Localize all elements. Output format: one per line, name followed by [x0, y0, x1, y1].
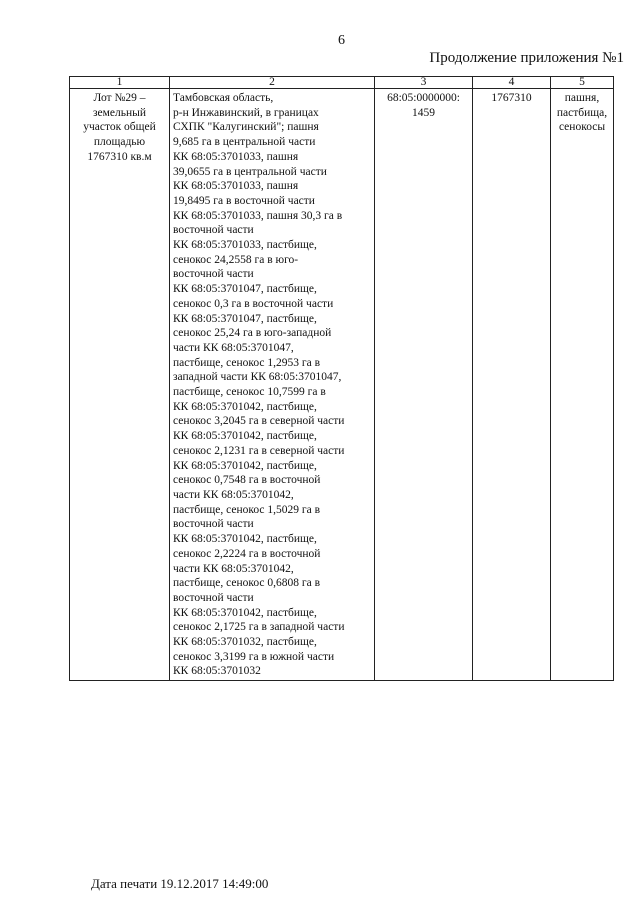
lot-description-line: земельный: [92, 106, 147, 119]
location-line: КК 68:05:3701033, пастбище,: [173, 239, 317, 252]
location-line: восточной части: [173, 224, 254, 237]
column-header-3: 3: [375, 77, 473, 89]
lot-description-line: участок общей: [83, 121, 156, 134]
land-type-line: сенокосы: [558, 121, 606, 134]
location-line: сенокос 2,1231 га в северной части: [173, 444, 345, 457]
location-line: КК 68:05:3701042, пастбище,: [173, 606, 317, 619]
column-header-4: 4: [473, 77, 551, 89]
location-line: КК 68:05:3701047, пастбище,: [173, 312, 317, 325]
area-cell: 1767310: [473, 89, 551, 681]
location-line: восточной части: [173, 591, 254, 604]
land-type-line: пастбища,: [556, 106, 608, 119]
page-number: 6: [338, 33, 345, 48]
location-line: Тамбовская область,: [173, 92, 274, 104]
column-header-5: 5: [551, 77, 614, 89]
location-line: 9,685 га в центральной части: [173, 136, 316, 149]
location-line: части КК 68:05:3701042,: [173, 488, 294, 501]
lot-description-line: 1767310 кв.м: [87, 150, 152, 163]
location-line: КК 68:05:3701032, пастбище,: [173, 636, 317, 649]
location-line: КК 68:05:3701042, пастбище,: [173, 430, 317, 443]
location-line: пастбище, сенокос 0,6808 га в: [173, 577, 321, 590]
location-line: 19,8495 га в восточной части: [173, 194, 315, 207]
table-row: [70, 89, 614, 681]
location-line: КК 68:05:3701042, пастбище,: [173, 533, 317, 546]
location-line: сенокос 25,24 га в юго-западной: [173, 327, 332, 340]
location-line: сенокос 24,2558 га в юго-: [173, 253, 299, 266]
land-type-line: пашня,: [564, 92, 600, 104]
location-line: восточной части: [173, 268, 254, 281]
land-type-cell: [551, 89, 614, 681]
cadastral-number-cell: [375, 89, 473, 681]
location-line: СХПК "Калугинский"; пашня: [173, 121, 319, 134]
location-line: сенокос 0,3 га в восточной части: [173, 297, 334, 310]
location-line: 39,0655 га в центральной части: [173, 165, 327, 178]
location-line: пастбище, сенокос 10,7599 га в: [173, 386, 326, 399]
land-lot-table: [69, 76, 614, 681]
column-number-row: [70, 77, 614, 89]
location-line: сенокос 0,7548 га в восточной: [173, 474, 321, 487]
location-line: КК 68:05:3701032: [173, 665, 261, 678]
appendix-heading: Продолжение приложения №1: [429, 50, 624, 66]
location-line: части КК 68:05:3701047,: [173, 341, 294, 354]
cadastral-number-line: 1459: [412, 106, 435, 119]
location-line: сенокос 2,1725 га в западной части: [173, 621, 345, 634]
location-line: КК 68:05:3701033, пашня 30,3 га в: [173, 209, 343, 222]
lot-description-line: площадью: [93, 136, 146, 149]
location-line: сенокос 3,2045 га в северной части: [173, 415, 345, 428]
location-line: КК 68:05:3701033, пашня: [173, 180, 299, 193]
location-line: р-н Инжавинский, в границах: [173, 106, 319, 119]
location-line: КК 68:05:3701047, пастбище,: [173, 283, 317, 296]
column-header-2: 2: [170, 77, 375, 89]
cadastral-number-line: 68:05:0000000:: [387, 92, 460, 104]
location-line: КК 68:05:3701033, пашня: [173, 150, 299, 163]
location-line: части КК 68:05:3701042,: [173, 562, 294, 575]
location-line: западной части КК 68:05:3701047,: [173, 371, 342, 384]
column-header-1: 1: [70, 77, 170, 89]
location-line: пастбище, сенокос 1,2953 га в: [173, 356, 321, 369]
print-date-footer: Дата печати 19.12.2017 14:49:00: [91, 876, 269, 891]
location-cell: [170, 89, 375, 681]
lot-description-cell: [70, 89, 170, 681]
location-line: сенокос 2,2224 га в восточной: [173, 547, 321, 560]
location-line: пастбище, сенокос 1,5029 га в: [173, 503, 321, 516]
lot-description-line: Лот №29 –: [93, 92, 146, 104]
location-line: КК 68:05:3701042, пастбище,: [173, 400, 317, 413]
location-line: сенокос 3,3199 га в южной части: [173, 650, 335, 663]
location-line: восточной части: [173, 518, 254, 531]
location-line: КК 68:05:3701042, пастбище,: [173, 459, 317, 472]
